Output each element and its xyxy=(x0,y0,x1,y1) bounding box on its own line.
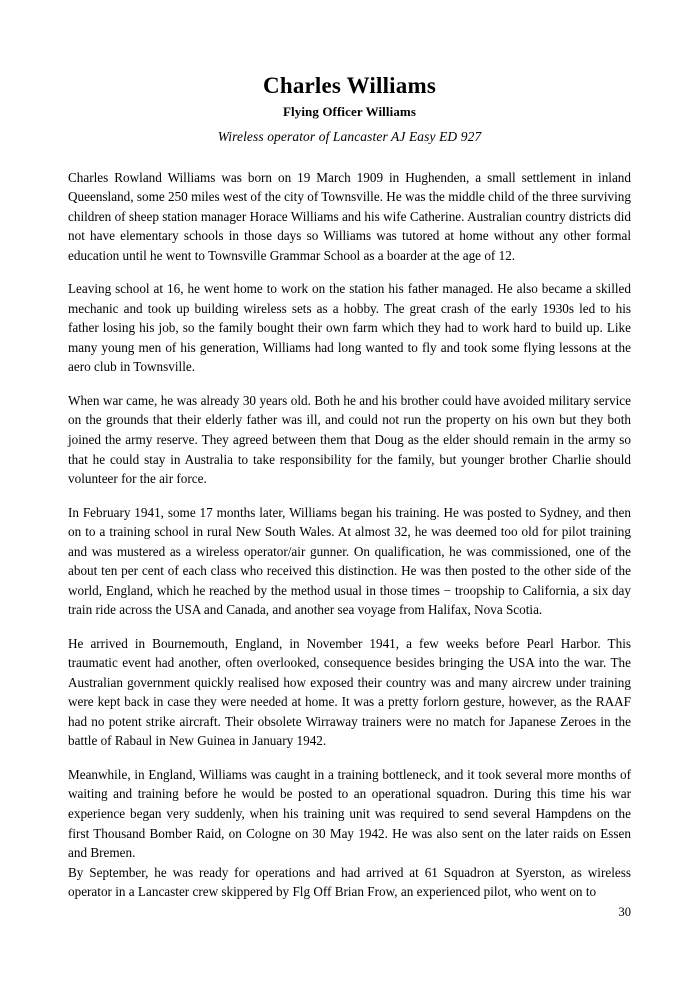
paragraph: Leaving school at 16, he went home to work on the station his father managed. He also became a skilled mechanic and took up building wireless sets as a hobby. The great crash of the early 1930s led to his father losing his job, so the family bought their own farm which they had to work hard to build up. Like many young men of his generation, Williams had long wanted to fly and took some flying lessons at the aero club in Townsville. xyxy=(68,281,631,375)
paragraph: In February 1941, some 17 months later, Williams began his training. He was posted to Sydney, and then on to a training school in rural New South Wales. At almost 32, he was deemed too old for pilot training and was mustered as a wireless operator/air gunner. On qualification, he was commissioned, one of the about ten per cent of each class who received this distinction. He was then posted to the other side of the world, England, which he reached by the method usual in those times − troopship to California, a six day train ride across the USA and Canada, and another sea voyage from Halifax, Nova Scotia. xyxy=(68,504,631,618)
page-number: 30 xyxy=(618,905,631,919)
page-title: Charles Williams xyxy=(263,73,436,98)
paragraph: He arrived in Bournemouth, England, in November 1941, a few weeks before Pearl Harbor. This traumatic event had another, often overlooked, consequence besides bringing the USA into the war. The Australian government quickly realised how exposed their country was and many aircrew under training were kept back in case they were needed at home. It was a pretty forlorn gesture, however, as the RAAF had no potent strike aircraft. Their obsolete Wirraway trainers were no match for Japanese Zeroes in the battle of Rabaul in New Guinea in January 1942. xyxy=(68,635,631,749)
page-subtitle: Flying Officer Williams xyxy=(282,103,417,119)
paragraph: Meanwhile, in England, Williams was caught in a training bottleneck, and it took several more months of waiting and training before he would be posted to an operational squadron. During this time his war experience began very suddenly, when his training unit was required to send several Hampdens on the first Thousand Bomber Raid, on Cologne on 30 May 1942. He was also sent on the later raids on Essen and Bremen. xyxy=(68,766,631,861)
paragraph: Charles Rowland Williams was born on 19 March 1909 in Hughenden, a small settlement in inland Queensland, some 250 miles west of the city of Townsville. He was the middle child of the three surviving children of sheep station manager Horace Williams and his wife Catherine. Australian country districts did not have elementary schools in those days so Williams was tutored at home without any other formal education until he went to Townsville Grammar School as a boarder at the age of 12. xyxy=(68,169,631,263)
paragraph: When war came, he was already 30 years old. Both he and his brother could have avoided military service on the grounds that their elderly father was ill, and could not run the property on his own but they both joined the army reserve. They agreed between them that Doug as the elder should remain in the army so that he could stay in Australia to take responsibility for the family, but younger brother Charlie should volunteer for the air force. xyxy=(68,392,631,487)
paragraph: By September, he was ready for operations and had arrived at 61 Squadron at Syerston, as wireless operator in a Lancaster crew skippered by Flg Off Brian Frow, an experienced pilot, who went on to xyxy=(68,864,631,900)
document-body xyxy=(68,168,631,902)
page-byline: Wireless operator of Lancaster AJ Easy ED 927 xyxy=(217,128,482,144)
